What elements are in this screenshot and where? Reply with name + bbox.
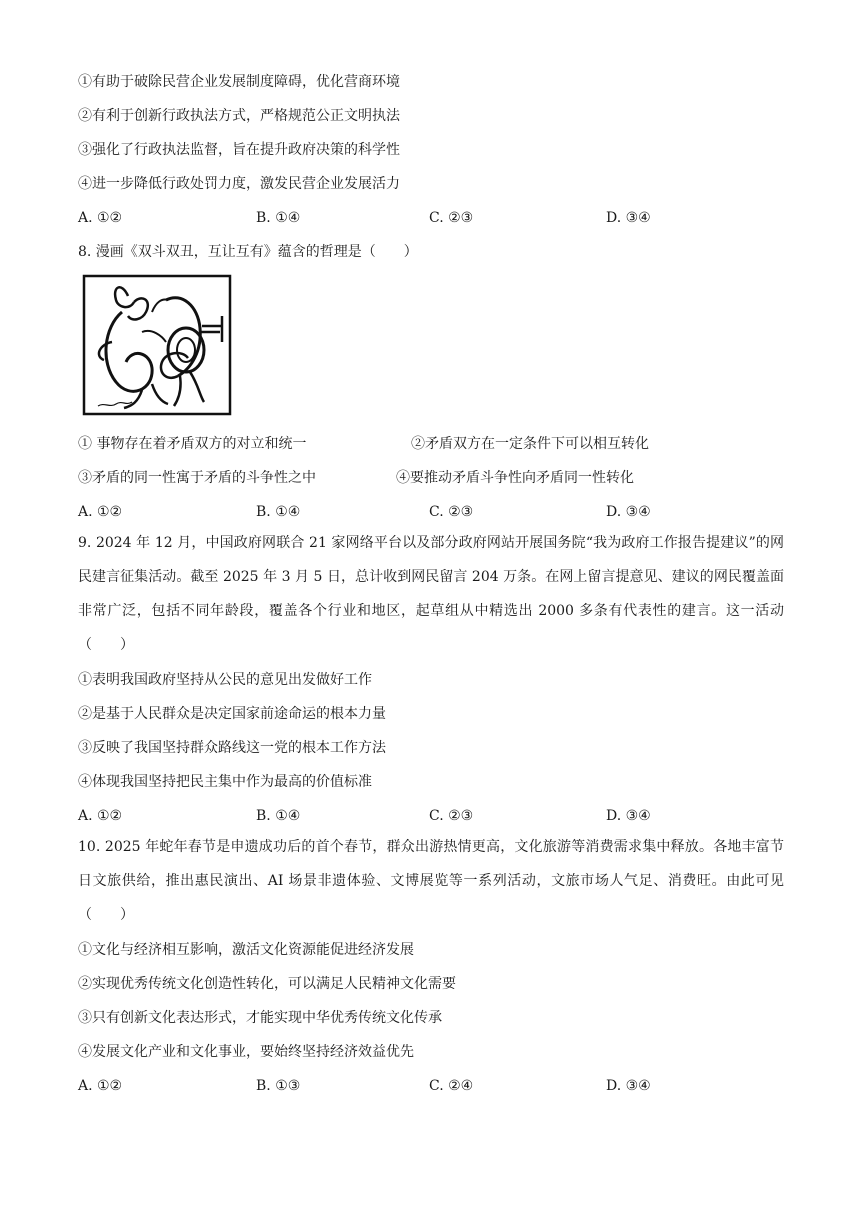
q9-item-1: ①表明我国政府坚持从公民的意见出发做好工作 [78, 672, 372, 688]
q8-item-2: ②矛盾双方在一定条件下可以相互转化 [411, 436, 649, 452]
q10-options [78, 1076, 798, 1096]
q9-item-3: ③反映了我国坚持群众路线这一党的根本工作方法 [78, 740, 386, 756]
q7-option-d: D. ③④ [606, 210, 651, 226]
q9-options [78, 806, 798, 826]
q10-option-a: A. ①② [78, 1078, 123, 1094]
q8-item-4: ④要推动矛盾斗争性向矛盾同一性转化 [396, 470, 634, 486]
q8-item-3: ③矛盾的同一性寓于矛盾的斗争性之中 [78, 470, 316, 486]
q10-option-d: D. ③④ [606, 1078, 651, 1094]
q9-item-4: ④体现我国坚持把民主集中作为最高的价值标准 [78, 774, 372, 790]
q8-stem: 8. 漫画《双斗双丑，互让互有》蕴含的哲理是（ ） [78, 244, 418, 260]
q8-options [78, 502, 798, 522]
q8-option-c: C. ②③ [429, 504, 474, 520]
q8-option-b: B. ①④ [256, 504, 301, 520]
q8-option-d: D. ③④ [606, 504, 651, 520]
q7-option-c: C. ②③ [429, 210, 474, 226]
q10-item-3: ③只有创新文化表达形式，才能实现中华优秀传统文化传承 [78, 1010, 442, 1026]
q10-option-c: C. ②④ [429, 1078, 474, 1094]
cartoon-image [82, 272, 232, 424]
q10-item-4: ④发展文化产业和文化事业，要始终坚持经济效益优先 [78, 1044, 414, 1060]
q8-item-1: ① 事物存在着矛盾双方的对立和统一 [78, 436, 307, 452]
q9-item-2: ②是基于人民群众是决定国家前途命运的根本力量 [78, 706, 386, 722]
q10-stem: 10. 2025 年蛇年春节是申遗成功后的首个春节，群众出游热情更高，文化旅游等消费需求集中释放。各地丰富节日文旅供给，推出惠民演出、AI 场景非遗体验、文博展览等一系列活动，文旅市场人气足、消费旺。由此可见（ ） [78, 839, 784, 923]
q9-option-c: C. ②③ [429, 808, 474, 824]
q9-stem: 9. 2024 年 12 月，中国政府网联合 21 家网络平台以及部分政府网站开展国务院“我为政府工作报告提建议”的网民建言征集活动。截至 2025 年 3 月 5 日，总计收到网民留言 204 万条。在网上留言提意见、建议的网民覆盖面非常广泛，包括不同年龄段，覆盖各个行业和地区，起草组从中精选出 2000 多条有代表性的建言。这一活动（ ） [78, 535, 784, 653]
q9-option-a: A. ①② [78, 808, 123, 824]
q8-option-a: A. ①② [78, 504, 123, 520]
q7-item-3: ③强化了行政执法监督，旨在提升政府决策的科学性 [78, 142, 400, 158]
q7-option-b: B. ①④ [256, 210, 301, 226]
q7-item-2: ②有利于创新行政执法方式，严格规范公正文明执法 [78, 108, 400, 124]
q9-option-b: B. ①④ [256, 808, 301, 824]
q7-option-a: A. ①② [78, 210, 123, 226]
q7-item-4: ④进一步降低行政处罚力度，激发民营企业发展活力 [78, 176, 400, 192]
q7-options [78, 208, 798, 228]
q10-item-2: ②实现优秀传统文化创造性转化，可以满足人民精神文化需要 [78, 976, 456, 992]
q10-option-b: B. ①③ [256, 1078, 301, 1094]
q10-item-1: ①文化与经济相互影响，激活文化资源能促进经济发展 [78, 942, 414, 958]
q9-option-d: D. ③④ [606, 808, 651, 824]
q7-item-1: ①有助于破除民营企业发展制度障碍，优化营商环境 [78, 74, 400, 90]
